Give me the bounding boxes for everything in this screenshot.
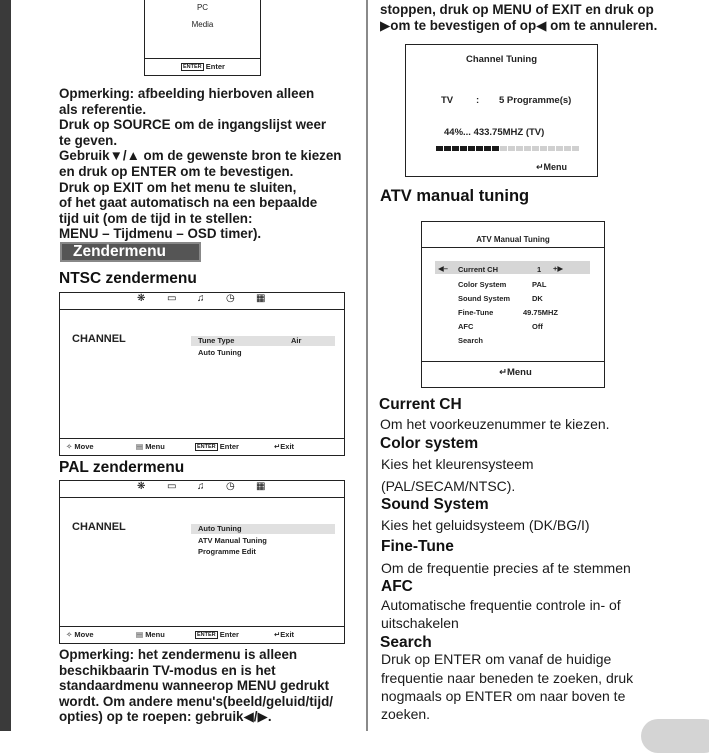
desc-search: zoeken.	[381, 706, 431, 722]
atv-row-current-ch[interactable]: Current CH	[458, 265, 499, 274]
programme-count: 5 Programme(s)	[499, 95, 572, 106]
move-hint: ✧ Move	[66, 442, 94, 451]
menu-hint: ▤ Menu	[136, 630, 165, 639]
progress-segment-empty	[540, 146, 547, 151]
sound-system-value: DK	[532, 294, 543, 303]
atv-manual-tuning-screen	[421, 221, 605, 388]
text-line: Druk op SOURCE om de ingangslijst weer	[59, 117, 327, 133]
text-line: MENU – Tijdmenu – OSD timer).	[59, 226, 262, 242]
text-line: als referentie.	[59, 101, 147, 117]
scroll-corner-decoration	[641, 719, 709, 753]
term-current-ch: Current CH	[379, 396, 462, 413]
desc-fine-tune: Om de frequentie precies af te stemmen	[381, 560, 631, 576]
channel-label: CHANNEL	[72, 521, 126, 533]
right-arrow-icon[interactable]: +▶	[553, 264, 564, 273]
fine-tune-value: 49.75MHZ	[523, 308, 559, 317]
desc-current-ch: Om het voorkeuzenummer te kiezen.	[380, 416, 610, 432]
progress-segment-filled	[436, 146, 443, 151]
left-arrow-icon[interactable]: ◀–	[438, 264, 448, 273]
desc-search: nogmaals op ENTER om naar boven te	[381, 688, 626, 704]
exit-hint: ↵Exit	[274, 442, 295, 451]
pal-menu-screen	[59, 480, 345, 644]
programme-edit-item[interactable]: Programme Edit	[198, 547, 256, 556]
move-icon: ✧	[66, 630, 73, 639]
progress-segment-empty	[532, 146, 539, 151]
atv-heading: ATV manual tuning	[380, 187, 530, 205]
term-sound-system: Sound System	[381, 496, 489, 513]
move-icon: ✧	[66, 442, 73, 451]
atv-manual-tuning-item[interactable]: ATV Manual Tuning	[198, 536, 267, 545]
pal-heading: PAL zendermenu	[59, 459, 185, 476]
progress-segment-filled	[492, 146, 499, 151]
return-icon: ↵	[274, 630, 281, 639]
channel-tuning-screen	[405, 44, 598, 177]
tuning-instructions	[380, 2, 657, 33]
text-line: Opmerking: het zendermenu is alleen	[59, 647, 298, 662]
tune-type-row[interactable]: Tune Type Air	[191, 336, 335, 346]
desc-color-system: Kies het kleurensysteem	[381, 456, 534, 472]
progress-segment-empty	[516, 146, 523, 151]
progress-text: 44%... 433.75MHZ (TV)	[444, 127, 545, 138]
enter-hint: ENTER Enter	[197, 442, 239, 451]
progress-segment-empty	[500, 146, 507, 151]
desc-search: Druk op ENTER om vanaf de huidige	[381, 651, 612, 667]
progress-segment-filled	[444, 146, 451, 151]
ntsc-menu-screen	[59, 292, 345, 456]
page-edge-bar	[0, 0, 11, 731]
screen-icon: ▭	[167, 293, 177, 304]
progress-segment-filled	[484, 146, 491, 151]
menu-icon-bar	[60, 481, 344, 498]
move-hint: ✧ Move	[66, 630, 94, 639]
sound-icon: ♫	[197, 481, 205, 492]
text-line: wordt. Om andere menu's(beeld/geluid/tijd/	[59, 693, 334, 709]
text-line: Druk op EXIT om het menu te sluiten,	[59, 179, 297, 195]
desc-sound-system: Kies het geluidsysteem (DK/BG/I)	[381, 517, 590, 533]
enter-hint: ENTER Enter	[197, 630, 239, 639]
tune-type-value: Air	[291, 336, 302, 345]
source-item-pc: PC	[196, 3, 209, 12]
menu-hint: ▤ Menu	[136, 442, 165, 451]
text-line: Opmerking: afbeelding hierboven alleen	[59, 86, 315, 101]
current-ch-value: 1	[537, 265, 542, 274]
options-icon: ▦	[256, 481, 266, 492]
atv-row-fine-tune[interactable]: Fine-Tune	[458, 308, 494, 317]
source-enter-hint: ENTER Enter	[183, 62, 225, 71]
tuning-progress-bar	[436, 146, 581, 152]
text-line: opties) op te roepen: gebruik◀/▶.	[59, 709, 272, 725]
picture-icon: ❋	[137, 293, 146, 304]
text-line: standaardmenu wanneerop MENU gedrukt	[59, 678, 330, 694]
source-instructions	[59, 86, 341, 242]
color-system-value: PAL	[532, 280, 547, 289]
text-line: of het gaat automatisch na een bepaalde	[59, 195, 318, 211]
source-menu-box	[144, 0, 261, 76]
desc-afc: uitschakelen	[381, 615, 459, 631]
source-item-media: Media	[191, 20, 214, 29]
exit-hint: ↵Exit	[274, 630, 295, 639]
channel-label: CHANNEL	[72, 333, 126, 345]
picture-icon: ❋	[137, 481, 146, 492]
term-afc: AFC	[381, 578, 413, 595]
text-line: ▶om te bevestigen of op◀ om te annuleren.	[380, 17, 658, 33]
tv-label: TV	[441, 95, 454, 106]
return-icon: ↵	[274, 442, 281, 451]
desc-color-system: (PAL/SECAM/NTSC).	[381, 478, 516, 494]
clock-icon: ◷	[226, 481, 235, 492]
afc-value: Off	[532, 322, 543, 331]
tv-colon: :	[476, 95, 480, 106]
desc-afc: Automatische frequentie controle in- of	[381, 597, 621, 613]
auto-tuning-row[interactable]: Auto Tuning	[191, 524, 335, 534]
progress-segment-filled	[476, 146, 483, 151]
enter-key-icon: ENTER	[183, 64, 202, 70]
atv-row-search[interactable]: Search	[458, 336, 484, 345]
menu-icon-bar	[60, 293, 344, 310]
text-line: Gebruik▼/▲ om de gewenste bron te kiezen	[59, 148, 342, 164]
desc-search: frequentie naar beneden te zoeken, druk	[381, 670, 634, 686]
enter-key-icon: ENTER	[197, 444, 216, 450]
menu-hint: ↵Menu	[499, 367, 532, 378]
menu-icon: ▤	[136, 442, 144, 451]
progress-segment-filled	[460, 146, 467, 151]
progress-segment-filled	[468, 146, 475, 151]
progress-segment-empty	[524, 146, 531, 151]
text-line: en druk op ENTER om te bevestigen.	[59, 163, 294, 179]
text-line: stoppen, druk op MENU of EXIT en druk op	[380, 2, 654, 17]
text-line: beschikbaarin TV-modus en is het	[59, 662, 276, 678]
progress-segment-empty	[572, 146, 579, 151]
progress-segment-empty	[556, 146, 563, 151]
return-icon: ↵	[536, 162, 544, 172]
return-icon: ↵	[499, 367, 507, 378]
channel-tuning-title: Channel Tuning	[465, 54, 538, 65]
text-line: tijd uit (om de tijd in te stellen:	[59, 210, 253, 226]
atv-row-sound-system[interactable]: Sound System	[458, 294, 511, 303]
options-icon: ▦	[256, 293, 266, 304]
column-divider	[366, 0, 368, 731]
zendermenu-note	[59, 647, 333, 725]
atv-row-color-system[interactable]: Color System	[458, 280, 507, 289]
auto-tuning-item[interactable]: Auto Tuning	[198, 348, 242, 357]
ntsc-heading: NTSC zendermenu	[59, 270, 197, 287]
atv-title: ATV Manual Tuning	[476, 235, 550, 244]
term-fine-tune: Fine-Tune	[381, 538, 454, 555]
progress-segment-empty	[508, 146, 515, 151]
sound-icon: ♫	[197, 293, 205, 304]
atv-row-afc[interactable]: AFC	[458, 322, 474, 331]
term-color-system: Color system	[380, 435, 479, 452]
progress-segment-empty	[548, 146, 555, 151]
progress-segment-empty	[564, 146, 571, 151]
clock-icon: ◷	[226, 293, 235, 304]
enter-key-icon: ENTER	[197, 632, 216, 638]
screen-icon: ▭	[167, 481, 177, 492]
term-search: Search	[380, 634, 432, 651]
text-line: te geven.	[59, 132, 118, 148]
menu-icon: ▤	[136, 630, 144, 639]
section-banner: Zendermenu	[60, 242, 201, 262]
menu-hint: ↵Menu	[536, 162, 568, 172]
progress-segment-filled	[452, 146, 459, 151]
